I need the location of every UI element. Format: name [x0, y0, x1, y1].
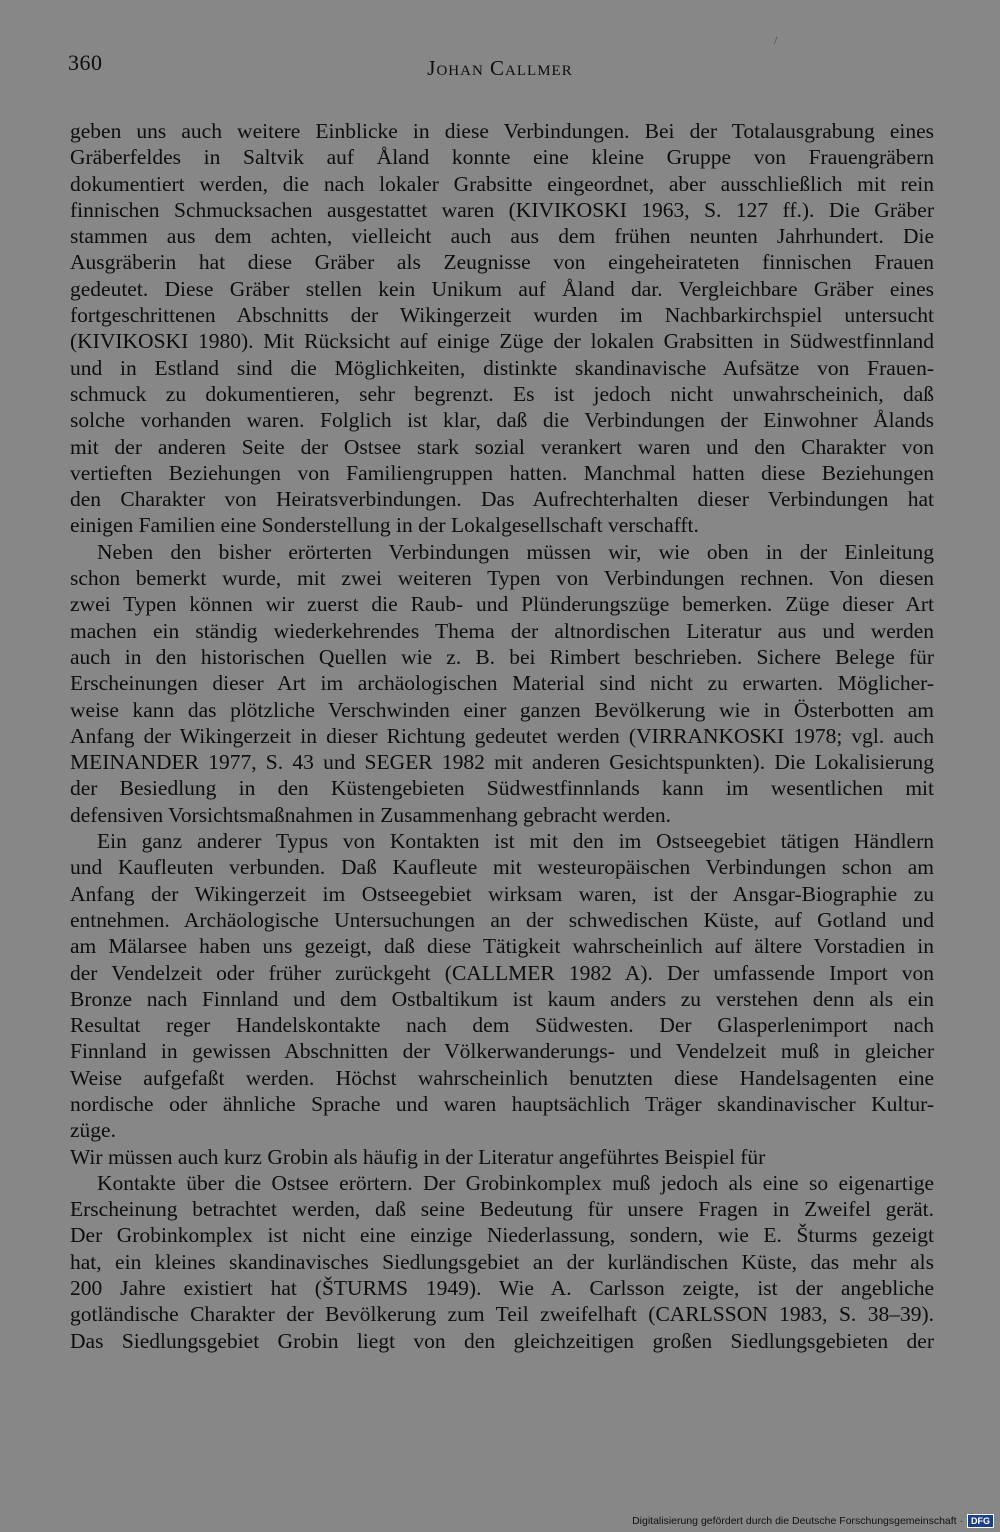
text-line: Wir müssen auch kurz Grobin als häufig in der Literatur angeführtes Beispiel für — [70, 1144, 766, 1169]
text-line: gotländische Charakter der Bevölkerung zum Teil zweifelhaft (CARLSSON 1983, S. 38–39). — [70, 1302, 934, 1327]
text-line: und in Estland sind die Möglichkeiten, distinkte skandinavische Aufsätze von Frauen- — [70, 355, 934, 380]
running-head: Johan Callmer — [427, 56, 573, 80]
text-line: Erscheinung betrachtet werden, daß seine Bedeutung für unsere Fragen in Zweifel gerät. — [70, 1197, 934, 1222]
text-line: dokumentiert werden, die nach lokaler Grabsitte eingeordnet, aber ausschließlich mit rein — [70, 171, 934, 196]
text-line: Weise aufgefaßt werden. Höchst wahrscheinlich benutzten diese Handelsagenten eine — [70, 1065, 934, 1090]
text-line: Bronze nach Finnland und dem Ostbaltikum ist kaum anders zu verstehen denn als ein — [70, 986, 934, 1011]
text-line: den Charakter von Heiratsverbindungen. Das Aufrechterhalten dieser Verbindungen hat — [70, 487, 934, 512]
text-line: Kontakte über die Ostsee erörtern. Der Grobinkomplex muß jedoch als eine so eigenartige — [97, 1170, 934, 1195]
text-line: auch in den historischen Quellen wie z. B. bei Rimbert beschrieben. Sichere Belege für — [70, 644, 934, 669]
text-line: solche vorhanden waren. Folglich ist klar, daß die Verbindungen der Einwohner Ålands — [70, 408, 934, 433]
text-line: gedeutet. Diese Gräber stellen kein Unikum auf Åland dar. Vergleichbare Gräber eines — [70, 276, 934, 301]
text-line: 200 Jahre existiert hat (ŠTURMS 1949). Wie A. Carlsson zeigte, ist der angebliche — [70, 1276, 934, 1301]
scan-mark: / — [774, 33, 778, 47]
text-line: machen ein ständig wiederkehrendes Thema der altnordischen Literatur aus und werden — [70, 618, 934, 643]
text-line: züge. — [70, 1118, 116, 1143]
text-line: und Kaufleuten verbunden. Daß Kaufleute mit westeuropäischen Verbindungen schon am — [70, 855, 934, 880]
footer-credit: Digitalisierung gefördert durch die Deutsche Forschungsgemeinschaft · — [632, 1515, 963, 1527]
text-line: fortgeschrittenen Abschnitts der Wikingerzeit wurden im Nachbarkirchspiel untersucht — [70, 303, 934, 328]
text-line: zwei Typen können wir zuerst die Raub- und Plünderungszüge bemerken. Züge dieser Art — [70, 592, 934, 617]
text-line: (KIVIKOSKI 1980). Mit Rücksicht auf einige Züge der lokalen Grabsitten in Südwestfinnland — [70, 329, 934, 354]
text-line: am Mälarsee haben uns gezeigt, daß diese Tätigkeit wahrscheinlich auf ältere Vorstadien in — [70, 934, 934, 959]
text-line: hat, ein kleines skandinavisches Siedlungsgebiet an der kurländischen Küste, das mehr als — [70, 1249, 934, 1274]
text-line: Neben den bisher erörterten Verbindungen müssen wir, wie oben in der Einleitung — [97, 539, 934, 564]
text-line: weise kann das plötzliche Verschwinden einer ganzen Bevölkerung wie in Österbotten am — [70, 697, 934, 722]
text-line: entnehmen. Archäologische Untersuchungen an der schwedischen Küste, auf Gotland und — [70, 907, 934, 932]
text-line: stammen aus dem achten, vielleicht auch aus dem frühen neunten Jahrhundert. Die — [70, 224, 934, 249]
text-line: defensiven Vorsichtsmaßnahmen in Zusammenhang gebracht werden. — [70, 802, 672, 827]
text-line: geben uns auch weitere Einblicke in diese Verbindungen. Bei der Totalausgrabung eines — [70, 119, 934, 143]
text-line: vertieften Beziehungen von Familiengruppen hatten. Manchmal hatten diese Beziehungen — [70, 460, 934, 485]
text-line: Erscheinungen dieser Art im archäologischen Material sind nicht zu erwarten. Möglicher- — [70, 671, 934, 696]
text-line: MEINANDER 1977, S. 43 und SEGER 1982 mit anderen Gesichtspunkten). Die Lokalisierung — [70, 750, 934, 775]
text-line: nordische oder ähnliche Sprache und waren hauptsächlich Träger skandinavischer Kultur- — [70, 1091, 934, 1116]
text-line: Anfang der Wikingerzeit im Ostseegebiet wirksam waren, ist der Ansgar-Biographie zu — [70, 881, 934, 906]
text-line: Ausgräberin hat diese Gräber als Zeugnisse von eingeheirateten finnischen Frauen — [70, 250, 934, 275]
text-line: schmuck zu dokumentieren, sehr begrenzt. Es ist jedoch nicht unwahrscheinich, daß — [70, 381, 934, 406]
text-line: Der Grobinkomplex ist nicht eine einzige Niederlassung, sondern, wie E. Šturms gezeigt — [70, 1223, 934, 1248]
text-line: Anfang der Wikingerzeit in dieser Richtung gedeutet werden (VIRRANKOSKI 1978; vgl. auch — [70, 723, 934, 748]
dfg-logo: DFG — [967, 1514, 994, 1528]
page-number: 360 — [68, 50, 103, 75]
text-line: mit der anderen Seite der Ostsee stark sozial verankert waren und den Charakter von — [70, 434, 934, 459]
body-text — [70, 118, 934, 1354]
text-line: schon bemerkt wurde, mit zwei weiteren Typen von Verbindungen rechnen. Von diesen — [70, 566, 934, 591]
text-line: der Vendelzeit oder früher zurückgeht (CALLMER 1982 A). Der umfassende Import von — [70, 960, 934, 985]
text-line: finnischen Schmucksachen ausgestattet waren (KIVIKOSKI 1963, S. 127 ff.). Die Gräber — [70, 197, 934, 222]
digitization-footer — [632, 1514, 994, 1528]
text-line: Gräberfeldes in Saltvik auf Åland konnte eine kleine Gruppe von Frauengräbern — [70, 145, 934, 170]
text-line: Finnland in gewissen Abschnitten der Völkerwanderungs- und Vendelzeit muß in gleicher — [70, 1039, 934, 1064]
text-line: Resultat reger Handelskontakte nach dem Südwesten. Der Glasperlenimport nach — [70, 1013, 934, 1038]
text-line: Das Siedlungsgebiet Grobin liegt von den gleichzeitigen großen Siedlungsgebieten der — [70, 1328, 934, 1353]
text-line: einigen Familien eine Sonderstellung in der Lokalgesellschaft verschafft. — [70, 513, 699, 538]
text-line: der Besiedlung in den Küstengebieten Südwestfinnlands kann im wesentlichen mit — [70, 776, 934, 801]
text-line: Ein ganz anderer Typus von Kontakten ist mit den im Ostseegebiet tätigen Händlern — [97, 829, 934, 854]
